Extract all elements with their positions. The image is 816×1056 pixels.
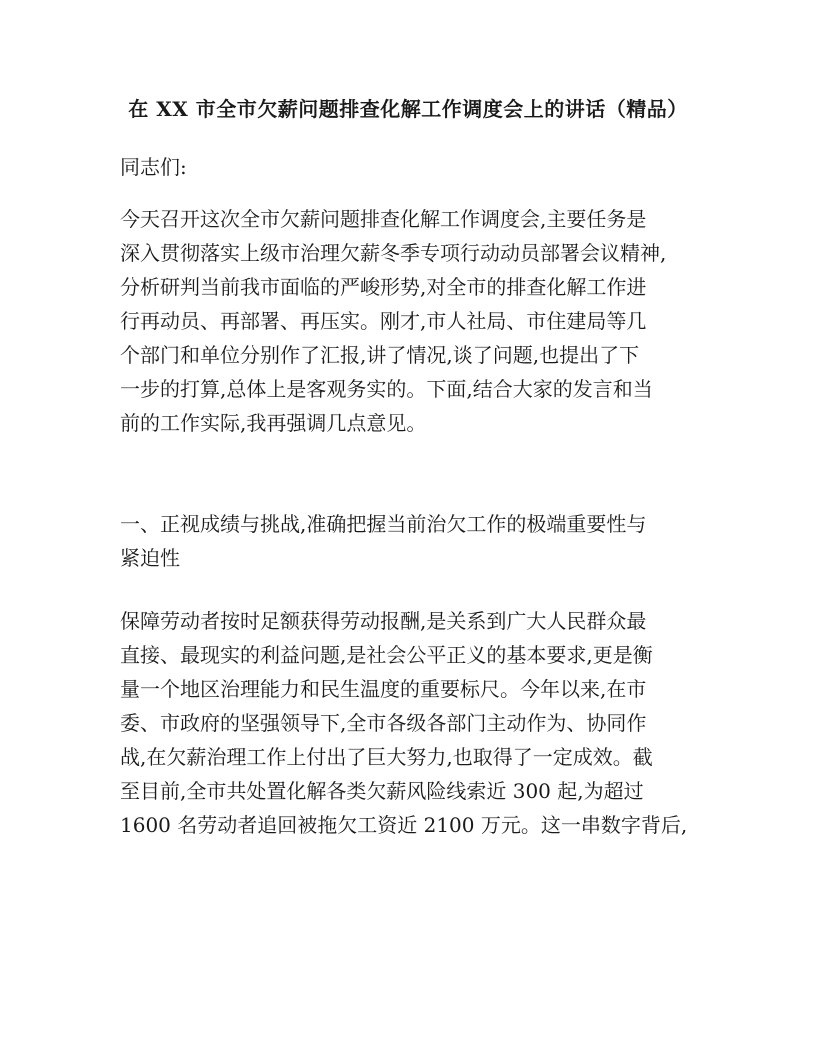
heading-line: 一、正视成绩与挑战,准确把握当前治欠工作的极端重要性与 — [120, 512, 647, 536]
section-heading-1 — [120, 507, 700, 575]
heading-line: 紧迫性 — [120, 546, 180, 570]
paragraph-line: 保障劳动者按时足额获得劳动报酬,是关系到广大人民群众最 — [120, 609, 647, 633]
paragraph-line: 至目前,全市共处置化解各类欠薪风险线索近 300 起,为超过 — [120, 779, 644, 803]
paragraph-line: 一步的打算,总体上是客观务实的。下面,结合大家的发言和当 — [120, 377, 653, 401]
paragraph-line: 深入贯彻落实上级市治理欠薪冬季专项行动动员部署会议精神, — [120, 241, 667, 265]
paragraph-line: 今天召开这次全市欠薪问题排查化解工作调度会,主要任务是 — [120, 207, 647, 231]
paragraph-line: 量一个地区治理能力和民生温度的重要标尺。今年以来,在市 — [120, 677, 647, 701]
paragraph-1 — [120, 202, 700, 440]
paragraph-line: 委、市政府的坚强领导下,全市各级各部门主动作为、协同作 — [120, 711, 647, 735]
paragraph-line: 个部门和单位分别作了汇报,讲了情况,谈了问题,也提出了下 — [120, 343, 640, 367]
document-title: 在 XX 市全市欠薪问题排查化解工作调度会上的讲话（精品） — [128, 97, 688, 121]
paragraph-line: 行再动员、再部署、再压实。刚才,市人社局、市住建局等几 — [120, 309, 647, 333]
paragraph-line: 1600 名劳动者追回被拖欠工资近 2100 万元。这一串数字背后, — [120, 813, 688, 837]
greeting: 同志们: — [120, 155, 187, 179]
paragraph-2 — [120, 604, 700, 842]
paragraph-line: 战,在欠薪治理工作上付出了巨大努力,也取得了一定成效。截 — [120, 745, 653, 769]
paragraph-line: 分析研判当前我市面临的严峻形势,对全市的排查化解工作进 — [120, 275, 647, 299]
paragraph-line: 前的工作实际,我再强调几点意见。 — [120, 411, 427, 435]
paragraph-line: 直接、最现实的利益问题,是社会公平正义的基本要求,更是衡 — [120, 643, 653, 667]
